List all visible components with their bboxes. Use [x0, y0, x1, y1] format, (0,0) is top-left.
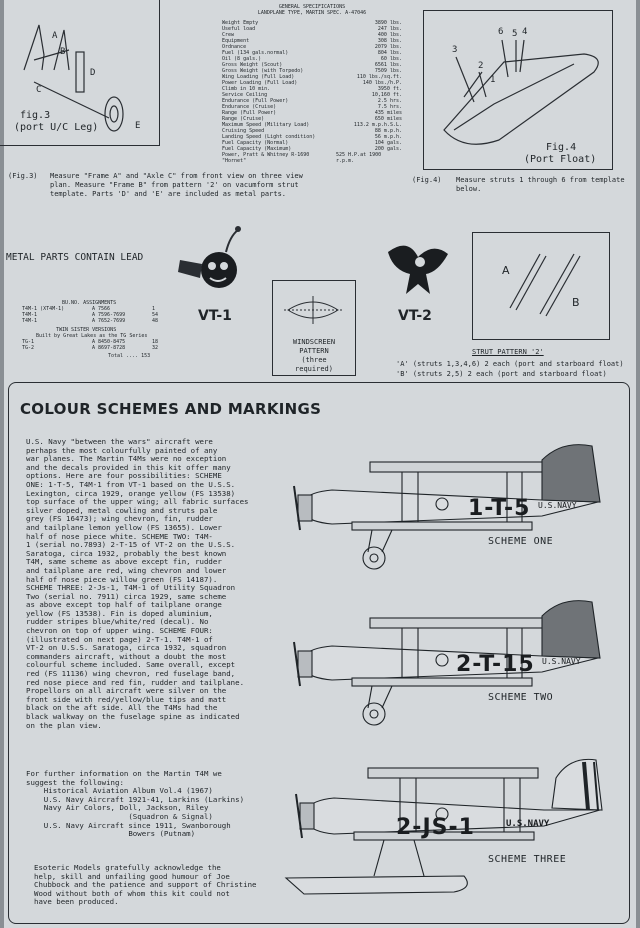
spec-row-cell: 400 lbs. [377, 32, 402, 38]
fig4-strut-1: 1 [490, 75, 496, 85]
colour-para-line: war planes. The Martin T4Ms were no exception [26, 454, 227, 464]
scheme-three-label: SCHEME THREE [488, 854, 567, 865]
spec-row-cell: Maximum Speed (Military Load) [222, 122, 310, 128]
spec-row-cell: Oil (8 gals.) [222, 56, 262, 62]
spec-row-cell: Useful load [222, 26, 256, 32]
spec-rows [222, 20, 402, 164]
bu-row-cell: T4M-1 (XT4M-1) [22, 306, 65, 312]
fig3-note-text: Measure "Frame A" and "Axle C" from front view on three view plan. Measure "Frame B" from pattern '2' on vacumform strut template. Parts 'D' and 'E' are included as metal parts. [50, 172, 303, 198]
colour-para-line: front side with red/yellow/blue tips and matt [26, 694, 227, 704]
bu-row [22, 318, 172, 324]
spec-row-cell: Range (Full Power) [222, 110, 277, 116]
colour-para-line: on the plan view. [26, 720, 102, 730]
spec-row-cell: Climb in 10 min. [222, 86, 271, 92]
spec-subtitle: LANDPLANE TYPE, MARTIN SPEC. A-47046 [257, 10, 367, 16]
strut-label-b: B [572, 296, 580, 309]
scheme-one-code: 1-T-5 [468, 496, 531, 521]
spec-row-cell: Power, Pratt & Whitney R-1690 "Hornet" [222, 152, 310, 164]
bu-rows2 [22, 339, 172, 351]
scheme-two-code: 2-T-15 [456, 652, 535, 677]
scheme-three-aircraft [284, 748, 614, 908]
spec-row-cell: Fuel Capacity (Maximum) [222, 146, 292, 152]
spec-row-cell: 435 miles [374, 110, 402, 116]
fig3-note-label: (Fig.3) [8, 172, 38, 180]
spec-row-cell: 650 miles [374, 116, 402, 122]
fig4-strut-6: 6 [498, 27, 504, 37]
colour-para-line: half of nose piece white. SCHEME TWO: T4M- [26, 531, 213, 541]
fig4-note-label: (Fig.4) [412, 176, 442, 184]
fig4-strut-5: 5 [512, 29, 518, 39]
spec-row-cell: Service Ceiling [222, 92, 268, 98]
spec-row-cell: 3950 ft. [377, 86, 402, 92]
vt1-label: VT-1 [198, 308, 232, 324]
spec-row-cell: 140 lbs./h.P. [362, 80, 402, 86]
spec-title: GENERAL SPECIFICATIONS [278, 4, 346, 10]
scheme-two-aircraft [292, 596, 612, 732]
spec-row-cell: 2079 lbs. [374, 44, 402, 50]
fig3-label-e: E [135, 121, 141, 131]
spec-row-cell: 56 m.p.h. [374, 134, 402, 140]
acknowledgement [34, 864, 280, 907]
colour-para-line: grey (FS 16473); wing chevron, fin, rudder [26, 514, 213, 524]
colour-para-line: colourful scheme included. Same overall, except [26, 660, 236, 670]
bu-list [22, 300, 172, 359]
fig4-strut-3: 3 [452, 45, 458, 55]
ack-line: Chubbock and the patience and support of Christine [34, 880, 257, 890]
colour-para-line: half of nose piece willow green (FS 14187). [26, 574, 218, 584]
strut-pattern-drawing [474, 234, 606, 336]
colour-para-line: Lexington, circa 1929, orange yellow (FS 13538) [26, 488, 236, 498]
bu-total: Total .... 153 [108, 353, 151, 359]
metal-parts-notice: METAL PARTS CONTAIN LEAD [6, 252, 144, 263]
strut-pattern-title: STRUT PATTERN '2' [472, 348, 544, 356]
bu-row-twin [22, 345, 172, 351]
spec-row-cell: Wing Loading (Full Load) [222, 74, 295, 80]
spec-row-cell: 113.2 m.p.h.S.L. [353, 122, 402, 128]
colour-para-line: yellow (FS 13538). Fin is doped aluminium, [26, 608, 213, 618]
colour-para-line: ONE: 1-T-5, T4M-1 from VT-1 based on the U.S.S. [26, 479, 236, 489]
colour-para-line: red (FS 11136) wing chevron, red fuselage band, [26, 669, 236, 679]
strut-label-a: A [502, 264, 510, 277]
colour-para-line: and the decals provided in this kit offer many [26, 462, 231, 472]
colour-para-line: silver doped, metal cowling and struts pale [26, 505, 218, 515]
colour-para-line: 1 (serial no.7893) 2-T-15 of VT-2 on the U.S.S. [26, 540, 236, 550]
colour-para-line: commanders aircraft, without a doubt the most [26, 651, 227, 661]
further-info-line: U.S. Navy Aircraft since 1911, Swanborough [26, 820, 231, 830]
fig3-label-a: A [52, 31, 58, 41]
colour-para-line: and tailplane are red, wing chevron and lower [26, 565, 227, 575]
further-info [26, 770, 296, 839]
spec-row-cell: Equipment [222, 38, 250, 44]
spec-row-cell: 525 H.P.at 1900 r.p.m. [336, 152, 382, 164]
spec-row-cell: Cruising Speed [222, 128, 265, 134]
colour-para-line: as above except top half of tailplane orange [26, 600, 222, 610]
further-info-line: Historical Aviation Album Vol.4 (1967) [26, 786, 213, 796]
spec-row-cell: 6561 lbs. [374, 62, 402, 68]
colour-para-line: Saratoga, circa 1932, probably the best known [26, 548, 227, 558]
bu-row-twin-cell: A 8450-8475 [92, 339, 126, 345]
spec-row-cell: Fuel Capacity (Normal) [222, 140, 289, 146]
spec-row-cell: Landing Speed (Light condition) [222, 134, 316, 140]
scheme-two-navy: U.S.NAVY [542, 657, 581, 666]
bu-title: BU.NO. ASSIGNMENTS [62, 300, 117, 306]
colour-para-line: and tailplane lemon yellow (FS 13655). Lower [26, 522, 222, 532]
colour-para-line: U.S. Navy "between the wars" aircraft were [26, 437, 213, 446]
spec-row-cell: 7509 lbs. [374, 68, 402, 74]
scheme-three-navy: U.S.NAVY [506, 819, 550, 829]
bu-row-cell: A 7652-7699 [92, 318, 126, 324]
spec-row-cell: Weight Empty [222, 20, 259, 26]
spec-row-cell: Crew [222, 32, 235, 38]
further-info-line: For further information on the Martin T4M we [26, 769, 222, 778]
bu-row-twin-cell: 32 [152, 345, 159, 351]
spec-row-cell: Endurance (Cruise) [222, 104, 277, 110]
bu-title3: Built by Great Lakes as the TG Series [36, 333, 148, 339]
colour-para-line: (illustrated on next page) 2-T-1. T4M-1 of [26, 634, 213, 644]
vt2-insignia [378, 232, 458, 302]
spec-row-cell: 7.5 hrs. [377, 104, 402, 110]
bu-row-twin-cell: 18 [152, 339, 159, 345]
colour-para-line: perhaps the most colourfully painted of any [26, 445, 218, 455]
spec-row-cell: 804 lbs. [377, 50, 402, 56]
spec-row-cell: 2.5 hrs. [377, 98, 402, 104]
spec-row-cell: Gross Weight (Scout) [222, 62, 283, 68]
fig4-caption-1: Fig.4 [546, 142, 577, 153]
spec-row-cell: 10,160 ft. [371, 92, 402, 98]
vt1-insignia [174, 222, 249, 297]
spec-row-cell: Fuel (134 gals.normal) [222, 50, 289, 56]
colour-para-line: chevron on top of upper wing. SCHEME FOUR: [26, 626, 213, 636]
fig3-caption-1: fig.3 [20, 110, 51, 121]
colour-para-line: top surface of the upper wing; all fabric surfaces [26, 497, 249, 507]
spec-row-cell: 60 lbs. [380, 56, 402, 62]
spec-row [222, 152, 402, 164]
windscreen-caption [274, 338, 354, 374]
vt2-label: VT-2 [398, 308, 432, 324]
scheme-one-navy: U.S.NAVY [538, 501, 577, 510]
windscreen-line-4: required) [295, 365, 333, 373]
bu-row-cell: 48 [152, 318, 159, 324]
bu-row-cell: T4M-1 [22, 312, 38, 318]
bu-title2: TWIN SISTER VERSIONS [56, 327, 117, 333]
spec-row-cell: 308 lbs. [377, 38, 402, 44]
further-info-line: U.S. Navy Aircraft 1921-41, Larkins (Larkins) [26, 794, 245, 804]
bu-row-cell: A 7566 [92, 306, 111, 312]
bu-row-twin-cell: TG-2 [22, 345, 35, 351]
ack-line: have been produced. [34, 897, 119, 907]
fig4-caption-2: (Port Float) [524, 154, 597, 164]
colour-heading: COLOUR SCHEMES AND MARKINGS [20, 400, 322, 418]
colour-paragraph [26, 438, 288, 730]
colour-para-line: SCHEME THREE: 2-Js-1, T4M-1 of Utility Squadron [26, 583, 236, 593]
spec-row-cell: Ordnance [222, 44, 247, 50]
ack-line: Esoteric Models gratefully acknowledge the [34, 863, 221, 872]
spec-row-cell: 88 m.p.h. [374, 128, 402, 134]
instruction-sheet [4, 0, 636, 928]
bu-row-cell: 54 [152, 312, 159, 318]
spec-row-cell: Gross Weight (with Torpedo) [222, 68, 304, 74]
spec-row-cell: 110 lbs./sq.ft. [356, 74, 402, 80]
scheme-three-code: 2-JS-1 [396, 815, 475, 840]
spec-row-cell: 247 lbs. [377, 26, 402, 32]
colour-para-line: rudder stripes blue/white/red (decal). No [26, 617, 209, 627]
further-info-line: Bowers (Putnam) [26, 829, 196, 839]
fig3-label-b: B [60, 47, 66, 57]
spec-row-cell: 104 gals. [374, 140, 402, 146]
colour-para-line: T4M, same scheme as above except fin, rudder [26, 557, 222, 567]
strut-pattern-line-a: 'A' (struts 1,3,4,6) 2 each (port and starboard float) [396, 360, 624, 368]
specifications [222, 4, 402, 164]
windscreen-line-2: PATTERN [299, 347, 329, 355]
colour-para-line: Two (serial no. 7911) circa 1929, same scheme [26, 591, 227, 601]
fig3-label-d: D [90, 68, 96, 78]
further-info-line: suggest the following: [26, 777, 124, 787]
bu-row-cell: 1 [152, 306, 156, 312]
ack-line: help, skill and unfailing good humour of Joe [34, 871, 230, 881]
bu-row-cell: A 7596-7699 [92, 312, 126, 318]
colour-para-line: Propellors on all aircraft were silver on the [26, 686, 227, 696]
colour-para-line: VT-2 on U.S.S. Saratoga, circa 1932, squadron [26, 643, 227, 653]
spec-row-cell: Endurance (Full Power) [222, 98, 289, 104]
windscreen-pattern [282, 290, 344, 330]
fig4-strut-2: 2 [478, 61, 484, 71]
further-info-line: (Squadron & Signal) [26, 811, 213, 821]
bu-rows [22, 306, 172, 324]
strut-pattern-line-b: 'B' (struts 2,5) 2 each (port and starboard float) [396, 370, 607, 378]
fig3-caption-2: (port U/C Leg) [14, 122, 99, 133]
windscreen-line-1: WINDSCREEN [292, 338, 336, 346]
spec-row-cell: 200 gals. [374, 146, 402, 152]
colour-para-line: red nose piece and red fin, rudder and tailplane. [26, 677, 245, 687]
fig4-strut-4: 4 [522, 27, 528, 37]
colour-para-line: black on the aft side. All the T4Ms had the [26, 703, 218, 713]
bu-row-twin-cell: A 8697-8728 [92, 345, 126, 351]
windscreen-line-3: (three [301, 356, 327, 364]
scheme-one-aircraft [292, 440, 612, 580]
bu-row-cell: T4M-1 [22, 318, 38, 324]
colour-para-line: black walkway on the fuselage spine as indicated [26, 712, 240, 721]
scheme-two-label: SCHEME TWO [488, 692, 554, 703]
fig4-drawing [424, 12, 610, 164]
spec-row-cell: Range (Cruise) [222, 116, 265, 122]
colour-para-line: options. Here are four possibilities: SCHEME [26, 471, 222, 481]
spec-row-cell: 3890 lbs. [374, 20, 402, 26]
ack-line: Wood without both of whom this kit could not [34, 888, 230, 898]
fig3-label-c: C [36, 85, 42, 95]
bu-row-twin-cell: TG-1 [22, 339, 35, 345]
scheme-one-label: SCHEME ONE [488, 536, 554, 547]
further-info-line: Navy Air Colors, Doll, Jackson, Riley [26, 803, 209, 813]
spec-row-cell: Power Loading (Full Load) [222, 80, 298, 86]
fig4-note-text: Measure struts 1 through 6 from template below. [456, 176, 625, 193]
